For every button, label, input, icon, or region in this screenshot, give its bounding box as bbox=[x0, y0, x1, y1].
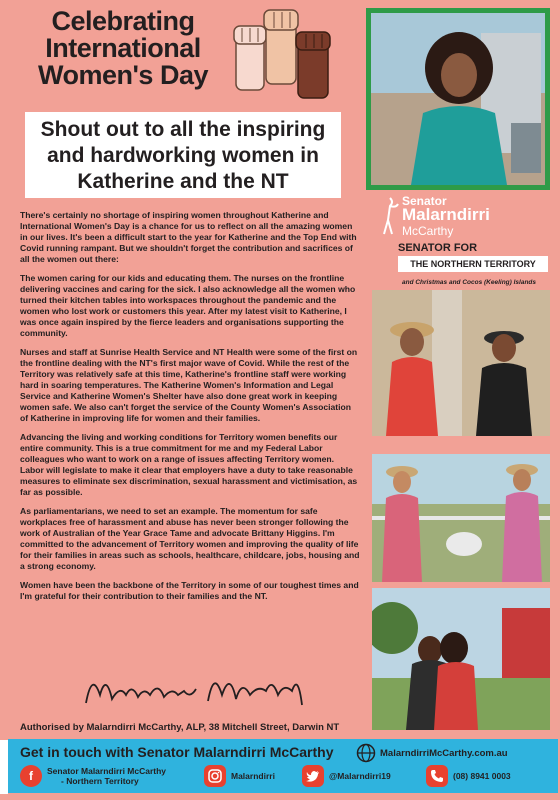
page-title: Celebrating International Women's Day bbox=[38, 6, 208, 90]
senator-logo bbox=[380, 190, 550, 240]
bird-logo-icon bbox=[380, 196, 400, 236]
community-photo-2 bbox=[372, 454, 550, 582]
twitter-text: @Malarndirri19 bbox=[329, 771, 391, 781]
logo-surname: McCarthy bbox=[402, 224, 454, 238]
raised-fists-illustration bbox=[228, 6, 336, 110]
paragraph: Women have been the backbone of the Territory in some of our toughest times and I'm grateful for their contribution to their families and the NT. bbox=[20, 580, 359, 601]
contact-footer bbox=[8, 739, 558, 793]
facebook-icon: f bbox=[20, 765, 42, 787]
phone-text: (08) 8941 0003 bbox=[453, 771, 511, 781]
phone-link[interactable] bbox=[426, 765, 511, 787]
logo-senator-label: Senator bbox=[402, 194, 447, 208]
instagram-icon bbox=[204, 765, 226, 787]
territory-banner: THE NORTHERN TERRITORY bbox=[398, 256, 548, 272]
paragraph: The women caring for our kids and educating them. The nurses on the frontline delivering vaccines and caring for the sick. I also acknowledge all the women who turned their kitchen tables into workspaces throughout the pandemic and the women who lost work or customers this year. After my latest visit to Katherine, I was once again inspired by the fierce leaders and organisations supporting the community. bbox=[20, 273, 356, 338]
handwritten-signature bbox=[80, 665, 310, 713]
facebook-line-2: - Northern Territory bbox=[61, 776, 139, 786]
senator-for-label: SENATOR FOR bbox=[398, 242, 478, 254]
instagram-link[interactable] bbox=[204, 765, 275, 787]
authorisation-statement: Authorised by Malarndirri McCarthy, ALP, 38 Mitchell Street, Darwin NT bbox=[20, 722, 340, 733]
edge-marker bbox=[0, 740, 8, 794]
paragraph: As parliamentarians, we need to set an example. The momentum for safe workplaces free of harassment and abuse has never been stronger following the work of Australian of the Year Grace Tame and advocate Brittany Higgins. I'm committed to the advancement of Territory women and improving the quality of life for their families in areas such as schools, healthcare, childcare, jobs, housing and a strong economy. bbox=[20, 506, 360, 571]
shout-out-headline: Shout out to all the inspiring and hardworking women in Katherine and the NT bbox=[25, 112, 341, 198]
facebook-link[interactable] bbox=[20, 765, 166, 787]
article-body bbox=[20, 210, 360, 610]
islands-label: and Christmas and Cocos (Keeling) Islands bbox=[402, 279, 536, 286]
website-link[interactable] bbox=[356, 743, 508, 763]
senator-portrait-photo bbox=[366, 8, 550, 190]
globe-icon bbox=[356, 743, 376, 763]
facebook-text bbox=[47, 766, 166, 786]
instagram-text: Malarndirri bbox=[231, 771, 275, 781]
community-photo-3 bbox=[372, 588, 550, 730]
twitter-icon bbox=[302, 765, 324, 787]
facebook-line-1: Senator Malarndirri McCarthy bbox=[47, 766, 167, 776]
twitter-link[interactable] bbox=[302, 765, 391, 787]
contact-heading: Get in touch with Senator Malarndirri McCarthy bbox=[20, 744, 334, 760]
phone-icon bbox=[426, 765, 448, 787]
paragraph: Nurses and staff at Sunrise Health Service and NT Health were some of the first on the frontline dealing with the NT's first major wave of Covid. While the rest of the Territory was relatively safe at this time, Katherine's frontline staff were working hard in soaring temperatures. The Katherine Women's Information and Legal Service and Katherine Women's Shelter have also done great work in keeping women safe. We also can't forget the service of the County Women's Association of Katherine in improving life for women and their families. bbox=[20, 347, 358, 423]
website-text: MalarndirriMcCarthy.com.au bbox=[380, 747, 508, 759]
paragraph: There's certainly no shortage of inspiring women throughout Katherine and International Women's Day is a chance for us to reflect on all the amazing women in our lives. It's been a difficult start to the year for Katherine and the Top End with Covid running rampant. But we shouldn't forget the contribution and sacrifices of all the women out there: bbox=[20, 210, 357, 264]
logo-name: Malarndirri bbox=[402, 205, 490, 224]
paragraph: Advancing the living and working conditions for Territory women benefits our entire community. This is a true commitment for me and my Federal Labor colleagues who want to work on a range of issues affecting Territory women. Labor will legislate to make it clear that employers have a duty to take reasonable measures to eliminate sex discrimination, sexual harassment and victimisation, as far as possible. bbox=[20, 432, 358, 497]
community-photo-1 bbox=[372, 290, 550, 436]
